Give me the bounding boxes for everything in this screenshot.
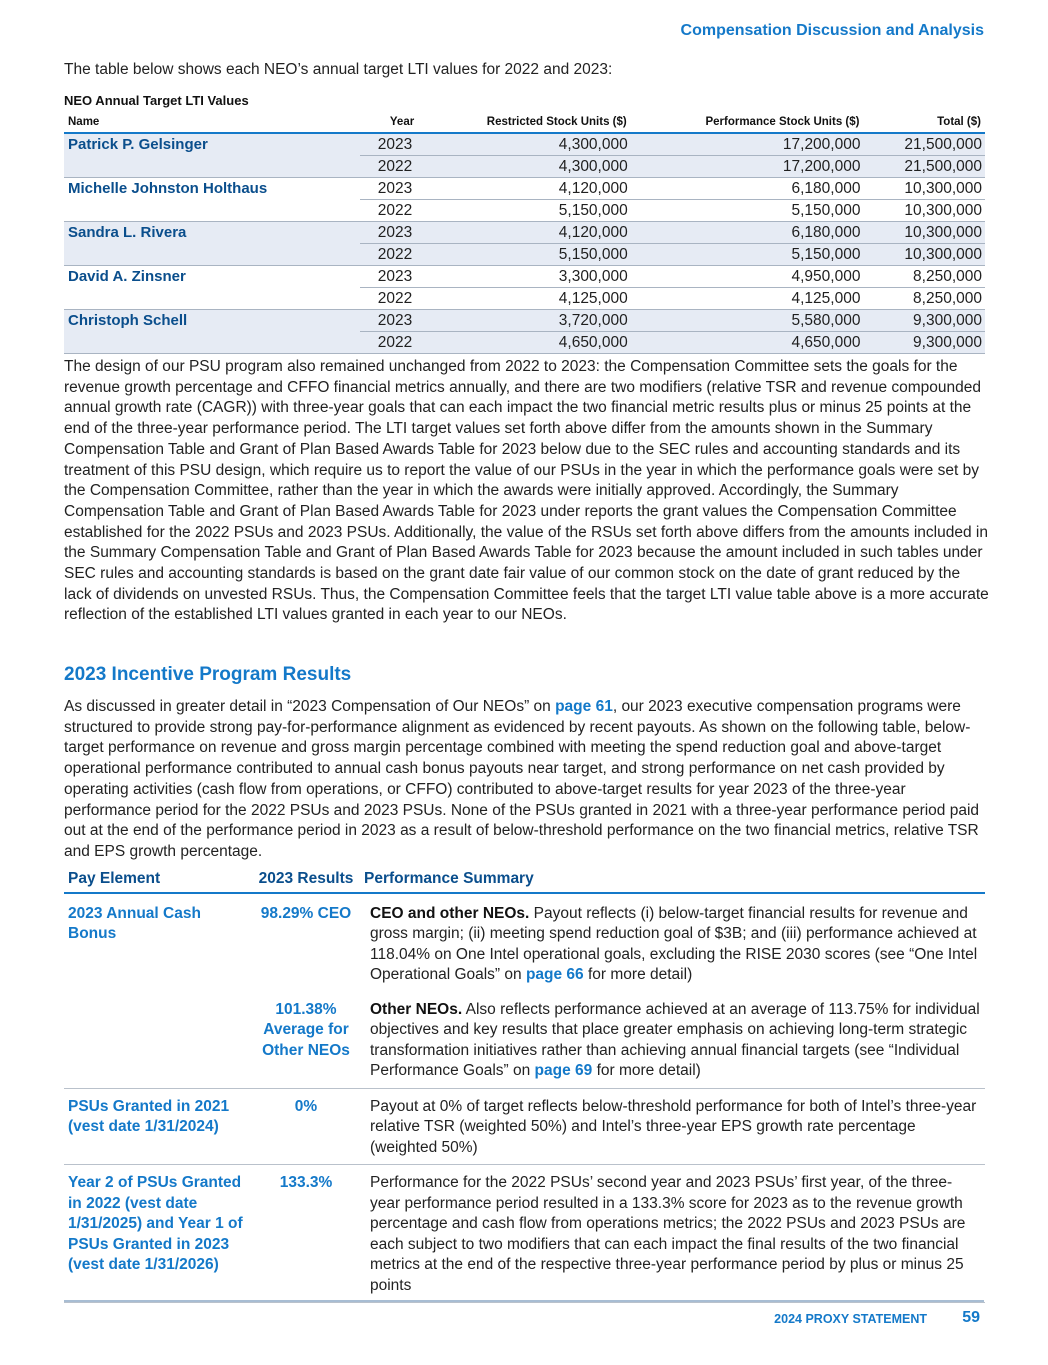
pay-element xyxy=(64,893,252,992)
summary-text: Payout reflects (i) below-target financial results for revenue and gross margin; (ii) meeting spend reduction goal of $3B; and (iii) performance achieved at 118.04% on One Intel operational goals, excluding the RISE 2030 scores (see “One Intel Operational Goals” on xyxy=(370,904,978,983)
intro-text: The table below shows each NEO’s annual target LTI values for 2022 and 2023: xyxy=(64,61,613,78)
lti-table-row xyxy=(64,133,985,156)
performance-summary xyxy=(360,893,985,992)
year-cell: 2022 xyxy=(360,332,418,354)
year-cell: 2023 xyxy=(360,266,418,288)
lti-table-row xyxy=(64,200,985,222)
incentive-results-heading: 2023 Incentive Program Results xyxy=(64,664,352,685)
lti-table-row xyxy=(64,156,985,178)
pay-element xyxy=(64,992,252,1089)
total-value: 10,300,000 xyxy=(863,200,985,222)
lti-table-row xyxy=(64,178,985,200)
footer-label: 2024 PROXY STATEMENT xyxy=(774,1312,927,1326)
psu-value: 4,125,000 xyxy=(631,288,864,310)
lti-table-body xyxy=(64,133,985,354)
pay-element xyxy=(64,1088,252,1165)
pay-element xyxy=(64,1165,252,1303)
total-value: 9,300,000 xyxy=(863,310,985,332)
total-value: 8,250,000 xyxy=(863,288,985,310)
rsu-value: 4,300,000 xyxy=(418,133,631,156)
psu-value: 17,200,000 xyxy=(631,133,864,156)
psu-value: 5,150,000 xyxy=(631,244,864,266)
col-year: Year xyxy=(360,113,418,133)
lti-table-row xyxy=(64,222,985,244)
psu-value: 17,200,000 xyxy=(631,156,864,178)
psu-value: 5,580,000 xyxy=(631,310,864,332)
neo-name: Patrick P. Gelsinger xyxy=(64,133,360,156)
rsu-value: 4,125,000 xyxy=(418,288,631,310)
footer-divider xyxy=(64,1300,984,1302)
year-cell: 2023 xyxy=(360,222,418,244)
total-value: 9,300,000 xyxy=(863,332,985,354)
col-pay-element: Pay Element xyxy=(64,869,252,893)
lti-table-header xyxy=(64,113,985,133)
total-value: 10,300,000 xyxy=(863,244,985,266)
result-label: 98.29% CEO xyxy=(260,904,352,922)
lti-table-row xyxy=(64,332,985,354)
results-row-psu-2021 xyxy=(64,1088,985,1165)
rsu-value: 3,300,000 xyxy=(418,266,631,288)
lti-table xyxy=(64,113,985,354)
psu-value: 5,150,000 xyxy=(631,200,864,222)
col-rsu: Restricted Stock Units ($) xyxy=(418,113,631,133)
neo-name xyxy=(64,244,360,266)
result-value xyxy=(252,992,360,1089)
incentive-results-paragraph xyxy=(64,697,989,863)
results-row-cash-bonus-ceo xyxy=(64,893,985,992)
psu-design-paragraph: The design of our PSU program also remained unchanged from 2022 to 2023: the Compensation Committee sets the goals for the revenue growth percentage and CFFO financial metrics annually, and there are two modifiers (relative TSR and revenue compounded annual growth rate (CAGR)) with three-year goals that can each impact the two financial metric results plus or minus 25 points at the end of the three-year performance period. The LTI target values set forth above differ from the amounts shown in the Summary Compensation Table and Grant of Plan Based Awards Table for 2023 below due to the SEC rules and accounting standards and its treatment of this PSU design, which require us to report the value of our PSUs in the year in which the performance goals were set by the Compensation Committee, rather than the year in which the awards were initially approved. Accordingly, the Summary Compensation Table and Grant of Plan Based Awards Table for 2023 under reports the grant values the Compensation Committee established for the 2022 PSUs and 2023 PSUs. Additionally, the value of the RSUs set forth above differs from the amounts included in the Summary Compensation Table and Grant of Plan Based Awards Table for 2023 because the amount included in such tables under SEC rules and accounting standards is based on the grant date fair value of our common stock on the date of grant reduced by the lack of dividends on unvested RSUs. Thus, the Compensation Committee feels that the target LTI value table above is a more accurate reflection of the established LTI values granted in each year to our NEOs. xyxy=(64,358,989,624)
results-table xyxy=(64,869,985,1303)
lti-table-title: NEO Annual Target LTI Values xyxy=(64,93,249,108)
neo-name: Christoph Schell xyxy=(64,310,360,332)
rsu-value: 4,120,000 xyxy=(418,222,631,244)
page-69-link[interactable]: page 69 xyxy=(534,1062,593,1079)
neo-name: David A. Zinsner xyxy=(68,268,186,285)
summary-lead: CEO and other NEOs. xyxy=(370,904,530,922)
neo-name: Sandra L. Rivera xyxy=(64,222,360,244)
psu-value: 6,180,000 xyxy=(631,222,864,244)
total-value: 21,500,000 xyxy=(863,133,985,156)
pay-element-label: PSUs Granted in 2021 (vest date 1/31/2024) xyxy=(68,1097,230,1135)
section-header: Compensation Discussion and Analysis xyxy=(680,22,984,39)
pay-element-label: 2023 Annual Cash Bonus xyxy=(68,904,201,942)
col-total: Total ($) xyxy=(863,113,985,133)
rsu-value: 3,720,000 xyxy=(418,310,631,332)
year-cell: 2022 xyxy=(360,156,418,178)
rsu-value: 5,150,000 xyxy=(418,244,631,266)
performance-summary: Payout at 0% of target reflects below-threshold performance for both of Intel’s three-year relative TSR (weighted 50%) and Intel’s three-year EPS growth rate percentage (weighted 50%) xyxy=(360,1088,985,1165)
psu-value: 6,180,000 xyxy=(631,178,864,200)
page-number: 59 xyxy=(962,1309,980,1326)
neo-name xyxy=(64,156,360,178)
year-cell: 2022 xyxy=(360,200,418,222)
rsu-value: 5,150,000 xyxy=(418,200,631,222)
psu-value: 4,650,000 xyxy=(631,332,864,354)
col-summary: Performance Summary xyxy=(360,869,985,893)
lti-table-row xyxy=(64,244,985,266)
summary-text: for more detail) xyxy=(583,966,693,983)
rsu-value: 4,650,000 xyxy=(418,332,631,354)
year-cell: 2022 xyxy=(360,288,418,310)
col-name: Name xyxy=(64,113,360,133)
results-row-psu-2022-2023 xyxy=(64,1165,985,1303)
rsu-value: 4,300,000 xyxy=(418,156,631,178)
year-cell: 2023 xyxy=(360,310,418,332)
performance-summary xyxy=(360,992,985,1089)
summary-text: Also reflects performance achieved at an average of 113.75% for individual objectives and key results that place greater emphasis on achieving long-term strategic transformation initiatives rather than achieving annual financial targets (see “Individual Performance Goals” on xyxy=(370,1000,980,1079)
result-label: 133.3% xyxy=(279,1174,333,1191)
lti-table-row xyxy=(64,288,985,310)
psu-value: 4,950,000 xyxy=(631,266,864,288)
result-value xyxy=(252,893,360,992)
total-value: 10,300,000 xyxy=(863,222,985,244)
year-cell: 2023 xyxy=(360,133,418,156)
result-value xyxy=(252,1088,360,1165)
year-cell: 2022 xyxy=(360,244,418,266)
lti-table-row xyxy=(64,266,985,288)
pay-element-label: Year 2 of PSUs Granted in 2022 (vest date 1/31/2025) and Year 1 of PSUs Granted in 2023 (vest date 1/31/2026) xyxy=(68,1174,243,1273)
summary-lead: Other NEOs. xyxy=(370,1000,463,1018)
total-value: 10,300,000 xyxy=(863,178,985,200)
result-label: 0% xyxy=(294,1097,318,1115)
neo-name xyxy=(64,288,360,310)
para-text: As discussed in greater detail in “2023 Compensation of Our NEOs” on xyxy=(64,698,556,715)
col-results: 2023 Results xyxy=(252,869,360,893)
total-value: 8,250,000 xyxy=(863,266,985,288)
lti-table-row xyxy=(64,310,985,332)
result-label: 101.38% Average for Other NEOs xyxy=(262,1000,350,1059)
neo-name: Michelle Johnston Holthaus xyxy=(68,180,268,197)
page-66-link[interactable]: page 66 xyxy=(525,966,584,983)
col-psu: Performance Stock Units ($) xyxy=(631,113,864,133)
results-table-header xyxy=(64,869,985,893)
year-cell: 2023 xyxy=(360,178,418,200)
summary-text: for more detail) xyxy=(592,1062,701,1079)
page-61-link[interactable]: page 61 xyxy=(555,698,613,715)
results-row-cash-bonus-neos xyxy=(64,992,985,1089)
rsu-value: 4,120,000 xyxy=(418,178,631,200)
neo-name xyxy=(64,332,360,354)
result-value xyxy=(252,1165,360,1303)
neo-name xyxy=(64,200,360,222)
para-text: , our 2023 executive compensation programs were structured to provide strong pay-for-performance alignment as evidenced by recent payouts. As shown on the following table, below-target performance on revenue and gross margin percentage combined with meeting the spend reduction goal and above-target operational performance contributed to annual cash bonus payouts near target, and strong performance on net cash provided by operating activities (cash flow from operations, or CFFO) contributed to above-target results for year 2023 of the three-year performance period for the 2022 PSUs and 2023 PSUs. None of the PSUs granted in 2021 with a three-year performance period paid out at the end of the performance period in 2023 as a result of below-threshold performance on the two financial metrics, relative TSR and EPS growth percentage. xyxy=(64,698,980,860)
performance-summary: Performance for the 2022 PSUs’ second year and 2023 PSUs’ first year, of the three-year performance period resulted in a 133.3% score for 2023 as to the revenue growth percentage and cash flow from operations metrics; the 2022 PSUs and 2023 PSUs are each subject to two modifiers that can each impact the final results of the two financial metrics at the end of the respective three-year performance period by plus or minus 25 points xyxy=(360,1165,985,1303)
total-value: 21,500,000 xyxy=(863,156,985,178)
